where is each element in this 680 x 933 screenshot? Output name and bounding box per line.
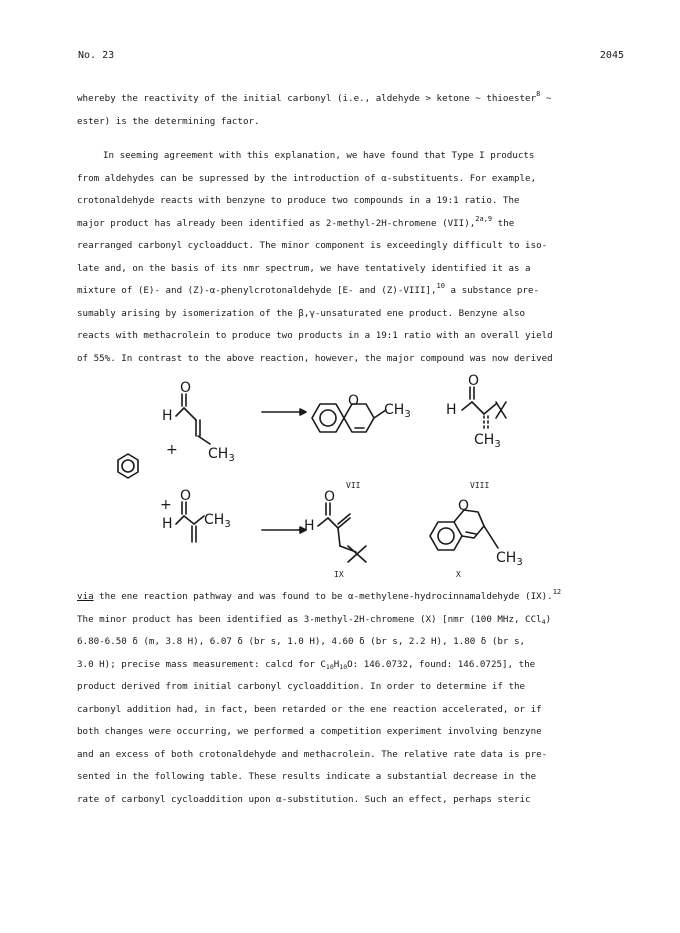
compound-label-ix: IX (334, 570, 344, 579)
atom-h: H (162, 516, 173, 532)
methyl-group: $CH_3$ (384, 402, 411, 420)
atom-h: H (304, 518, 315, 534)
body-text-bottom (77, 586, 597, 811)
body-text-top (77, 88, 597, 370)
text-line: via the ene reaction pathway and was found to be α-methylene-hydrocinnamaldehyde (IX).$^{12}$ (77, 588, 562, 602)
atom-o: O (180, 488, 192, 504)
ring-oxygen: O (348, 393, 360, 409)
page-number: 2045 (599, 50, 624, 61)
methyl-group: $CH_3$ (208, 446, 235, 464)
text-line: carbonyl addition had, in fact, been retarded or the ene reaction accelerated, or if (77, 703, 542, 715)
reaction-arrow-2 (262, 527, 306, 533)
text-line: rearranged carbonyl cycloadduct. The minor component is exceedingly difficult to iso- (77, 240, 548, 251)
structure-x (430, 510, 498, 550)
atom-o: O (468, 373, 480, 389)
text-line: 3.0 H); precise mass measurement: calcd for $C_{10}H_{10}O$: 146.0732, found: 146.0725], the (77, 658, 536, 671)
text-line: whereby the reactivity of the initial carbonyl (i.e., aldehyde > ketone ~ thioester$^8$ ~ (77, 90, 552, 104)
text-line: both changes were occurring, we performed a competition experiment involving benzyne (77, 726, 542, 737)
text-line: In seeming agreement with this explanation, we have found that Type I products (103, 150, 535, 161)
reaction-scheme (0, 372, 680, 587)
methyl-group: $CH_3$ (474, 432, 501, 450)
plus-sign: + (166, 442, 178, 458)
methyl-group: $CH_3$ (204, 512, 231, 530)
text-line: from aldehydes can be supressed by the introduction of α-substituents. For example, (77, 172, 537, 184)
text-line: major product has already been identified as 2-methyl-2H-chromene (VII),$^{2a,9}$ the (77, 214, 515, 229)
atom-o: O (180, 380, 192, 396)
atom-h: H (446, 402, 457, 418)
running-header-journal: No. 23 (78, 50, 115, 61)
atom-h: H (162, 408, 173, 424)
text-line: of 55%. In contrast to the above reaction, however, the major compound was now derived (77, 352, 553, 364)
text-line: The minor product has been identified as 3-methyl-2H-chromene (X) [nmr (100 MHz, CCl$_4$) (77, 613, 552, 626)
compound-label-vii: VII (346, 481, 361, 490)
methyl-group: $CH_3$ (496, 550, 523, 568)
plus-sign: + (160, 497, 172, 513)
atom-o: O (324, 489, 336, 505)
text-line: mixture of (E)- and (Z)-α-phenylcrotonaldehyde [E- and (Z)-VIII],$^{10}$ a substance pre- (77, 282, 540, 296)
structure-ix (318, 503, 366, 562)
methacrolein-structure (176, 502, 204, 542)
compound-label-viii: VIII (470, 481, 490, 490)
text-line: and an excess of both crotonaldehyde and methacrolein. The relative rate data is pre- (77, 748, 548, 760)
text-line: sumably arising by isomerization of the β,γ-unsaturated ene product. Benzyne also (77, 307, 526, 319)
text-line: sented in the following table. These results indicate a substantial decrease in the (77, 771, 537, 782)
text-line: product derived from initial carbonyl cycloaddition. In order to determine if the (77, 681, 526, 692)
compound-label-x: X (456, 570, 461, 579)
text-line: reacts with methacrolein to produce two products in a 19:1 ratio with an overall yield (77, 330, 553, 341)
benzyne-structure (118, 454, 138, 478)
structure-viii (462, 387, 506, 430)
reaction-arrow-1 (262, 409, 306, 415)
crotonaldehyde-structure (176, 394, 210, 444)
ring-oxygen: O (458, 498, 470, 514)
text-line: crotonaldehyde reacts with benzyne to produce two compounds in a 19:1 ratio. The (77, 195, 520, 206)
text-line: ester) is the determining factor. (77, 115, 260, 127)
text-line: 6.80-6.50 δ (m, 3.8 H), 6.07 δ (br s, 1.0 H), 4.60 δ (br s, 2.2 H), 1.80 δ (br s, (77, 636, 526, 647)
text-line: rate of carbonyl cycloaddition upon α-substitution. Such an effect, perhaps steric (77, 793, 531, 805)
text-line: late and, on the basis of its nmr spectrum, we have tentatively identified it as a (77, 262, 531, 274)
